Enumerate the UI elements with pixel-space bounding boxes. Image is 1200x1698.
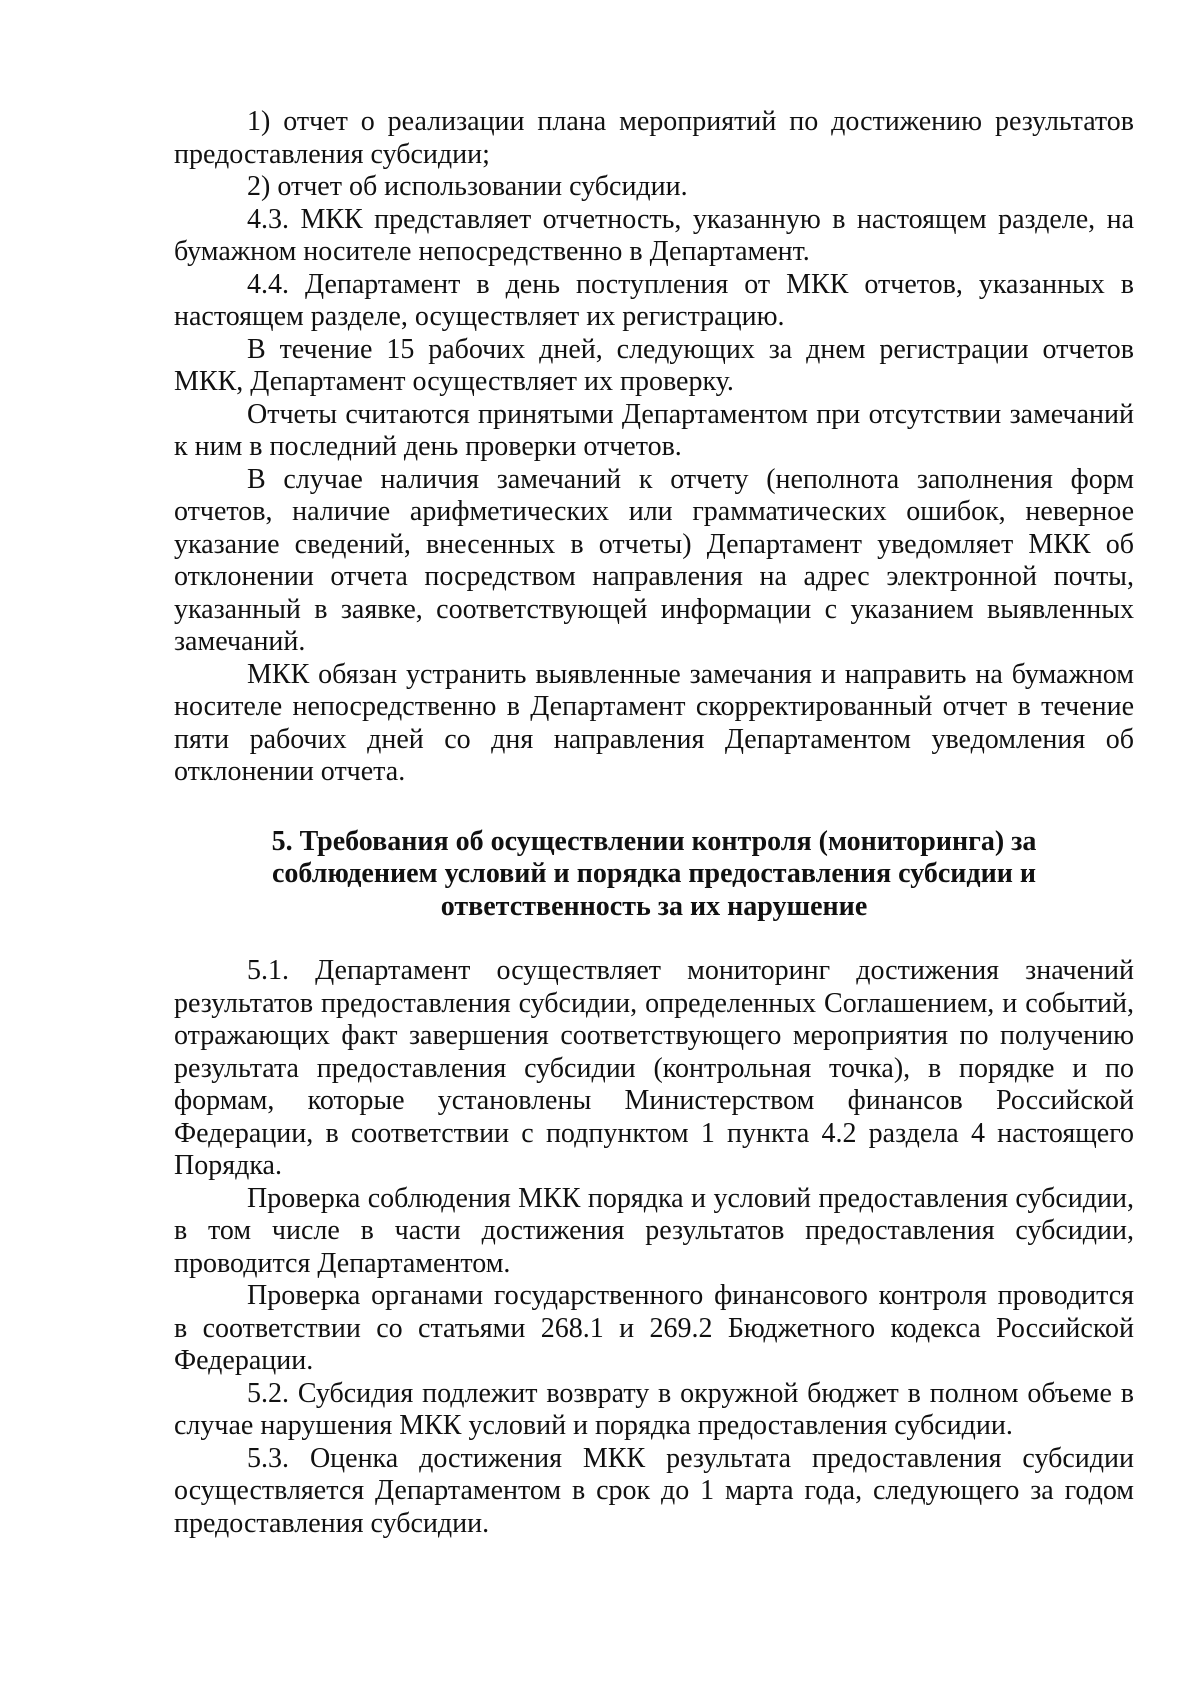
paragraph-4-4: 4.4. Департамент в день поступления от МКК отчетов, указанных в настоящем разделе, осуществляет их регистрацию. — [174, 268, 1134, 332]
paragraph-compliance-check: Проверка соблюдения МКК порядка и условий предоставления субсидии, в том числе в части достижения результатов предоставления субсидии, проводится Департаментом. — [174, 1182, 1134, 1279]
heading-line-3: ответственность за их нарушение — [440, 890, 868, 922]
paragraph-5-3: 5.3. Оценка достижения МКК результата предоставления субсидии осуществляется Департаментом в срок до 1 марта года, следующего за годом предоставления субсидии. — [174, 1442, 1134, 1539]
paragraph-report-plan: 1) отчет о реализации плана мероприятий по достижению результатов предоставления субсидии; — [174, 106, 1134, 170]
paragraph-report-usage: 2) отчет об использовании субсидии. — [247, 171, 688, 202]
paragraph-5-1: 5.1. Департамент осуществляет мониторинг достижения значений результатов предоставления субсидии, определенных Соглашением, и событий, отражающих факт завершения соответствующего мероприятия по получению результата предоставления субсидии (контрольная точка), в порядке и по формам, которые установлены Министерством финансов Российской Федерации, в соответствии с подпунктом 1 пункта 4.2 раздела 4 настоящего Порядка. — [174, 955, 1134, 1181]
paragraph-5-2: 5.2. Субсидия подлежит возврату в окружной бюджет в полном объеме в случае нарушения МКК условий и порядка предоставления субсидии. — [174, 1377, 1134, 1441]
paragraph-acceptance: Отчеты считаются принятыми Департаментом при отсутствии замечаний к ним в последний день проверки отчетов. — [174, 398, 1134, 462]
section-5-heading — [174, 826, 1134, 924]
heading-line-1: 5. Требования об осуществлении контроля (мониторинга) за — [271, 825, 1037, 857]
paragraph-remarks: В случае наличия замечаний к отчету (неполнота заполнения форм отчетов, наличие арифметических или грамматических ошибок, неверное указание сведений, внесенных в отчеты) Департамент уведомляет МКК об отклонении отчета посредством направления на адрес электронной почты, указанный в заявке, соответствующей информации с указанием выявленных замечаний. — [174, 463, 1134, 657]
heading-line-2: соблюдением условий и порядка предоставления субсидии и — [272, 858, 1036, 889]
paragraph-review-period: В течение 15 рабочих дней, следующих за днем регистрации отчетов МКК, Департамент осуществляет их проверку. — [174, 333, 1134, 397]
paragraph-state-control: Проверка органами государственного финансового контроля проводится в соответствии со статьями 268.1 и 269.2 Бюджетного кодекса Российской Федерации. — [174, 1280, 1134, 1376]
paragraph-correction: МКК обязан устранить выявленные замечания и направить на бумажном носителе непосредственно в Департамент скорректированный отчет в течение пяти рабочих дней со дня направления Департаментом уведомления об отклонении отчета. — [174, 658, 1134, 787]
document-page — [174, 106, 1134, 1540]
paragraph-4-3: 4.3. МКК представляет отчетность, указанную в настоящем разделе, на бумажном носителе непосредственно в Департамент. — [174, 203, 1134, 267]
